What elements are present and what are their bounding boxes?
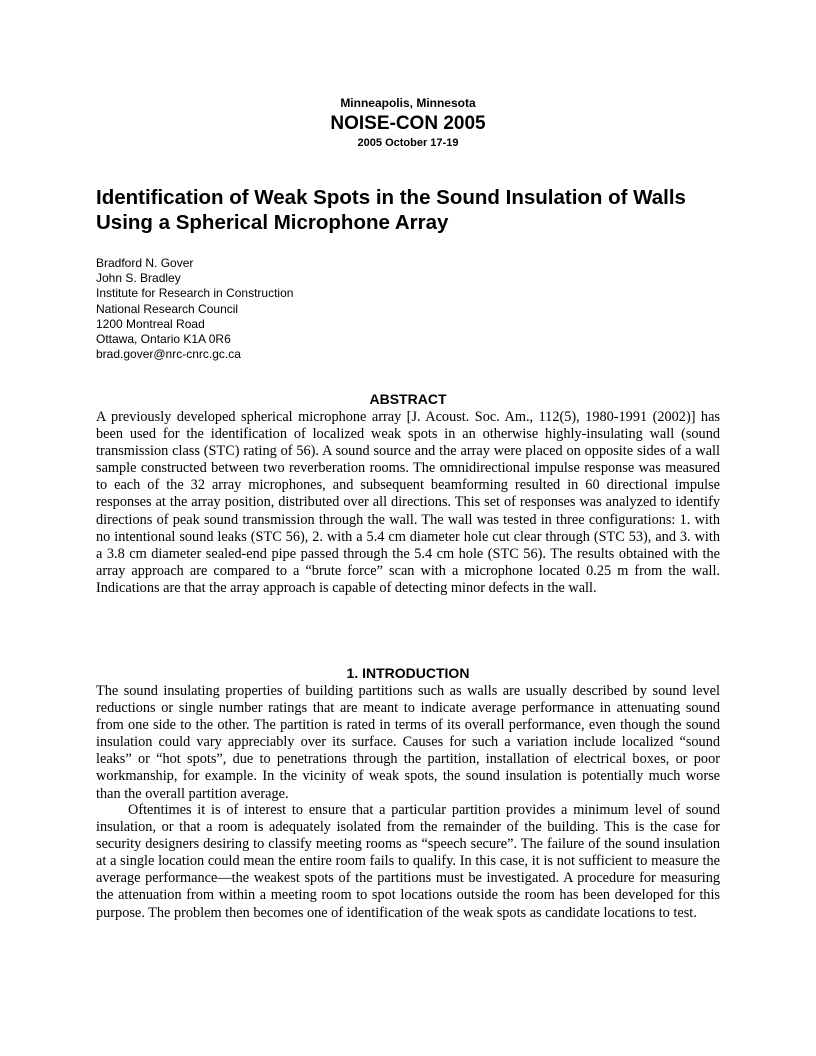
paper-title-line-1: Identification of Weak Spots in the Sound Insulation of Walls	[96, 186, 686, 209]
author-organization: National Research Council	[96, 301, 239, 316]
author-email: brad.gover@nrc-cnrc.gc.ca	[96, 347, 241, 362]
conference-date: 2005 October 17-19	[357, 137, 459, 149]
abstract-heading: ABSTRACT	[369, 391, 447, 407]
introduction-paragraph-2: Oftentimes it is of interest to ensure that a particular partition provides a minimum level of sound insulation, or that a room is adequately isolated from the remainder of the building. This is the case for security designers desiring to classify meeting rooms as “speech secure”. The failure of the sound insulation at a single location could mean the entire room fails to qualify. In this case, it is not sufficient to measure the average performance—the weakest spots of the partitions must be investigated. A procedure for measuring the attenuation from within a meeting room to spot locations outside the room has been developed for this purpose. The problem then becomes one of identification of the weak spots as candidate locations to test.	[96, 802, 720, 921]
author-institute: Institute for Research in Construction	[96, 286, 294, 301]
conference-name: NOISE-CON 2005	[330, 113, 486, 134]
abstract-text: A previously developed spherical microphone array [J. Acoust. Soc. Am., 112(5), 1980-1991 (2002)] has been used for the identification of localized weak spots in an otherwise highly-insulating wall (sound transmission class (STC) rating of 56). A sound source and the array were placed on opposite sides of a wall sample constructed between two reverberation rooms. The omnidirectional impulse response was measured to each of the 32 array microphones, and subsequent beamforming resulted in 60 directional impulse responses at the array position, distributed over all directions. This set of responses was analyzed to identify directions of peak sound transmission through the wall. The wall was tested in three configurations: 1. with no intentional sound leaks (STC 56), 2. with a 5.4 cm diameter hole cut clear through (STC 53), and 3. with a 3.8 cm diameter sealed-end pipe passed through the 5.4 cm hole (STC 56). The results obtained with the array approach are compared to a “brute force” scan with a microphone located 0.25 m from the wall. Indications are that the array approach is capable of detecting minor defects in the wall.	[96, 409, 720, 596]
author-name: Bradford N. Gover	[96, 256, 194, 270]
introduction-paragraph-1: The sound insulating properties of building partitions such as walls are usually described by sound level reductions or single number ratings that are meant to indicate average performance in attenuating sound from one side to the other. The partition is rated in terms of its overall performance, even though the sound insulation could vary appreciably over its surface. Causes for such a variation include localized “sound leaks” or “hot spots”, due to penetrations through the partition, installation of electrical boxes, or poor workmanship, for example. In the vicinity of weak spots, the sound insulation is potentially much worse than the overall partition average.	[96, 683, 720, 802]
conference-location: Minneapolis, Minnesota	[340, 96, 476, 110]
author-street: 1200 Montreal Road	[96, 316, 205, 331]
paper-title	[96, 185, 736, 235]
author-name: John S. Bradley	[96, 271, 181, 286]
introduction-heading: 1. INTRODUCTION	[346, 665, 470, 681]
paper-title-line-2: Using a Spherical Microphone Array	[96, 211, 449, 234]
author-city: Ottawa, Ontario K1A 0R6	[96, 332, 231, 347]
author-block	[96, 256, 293, 362]
